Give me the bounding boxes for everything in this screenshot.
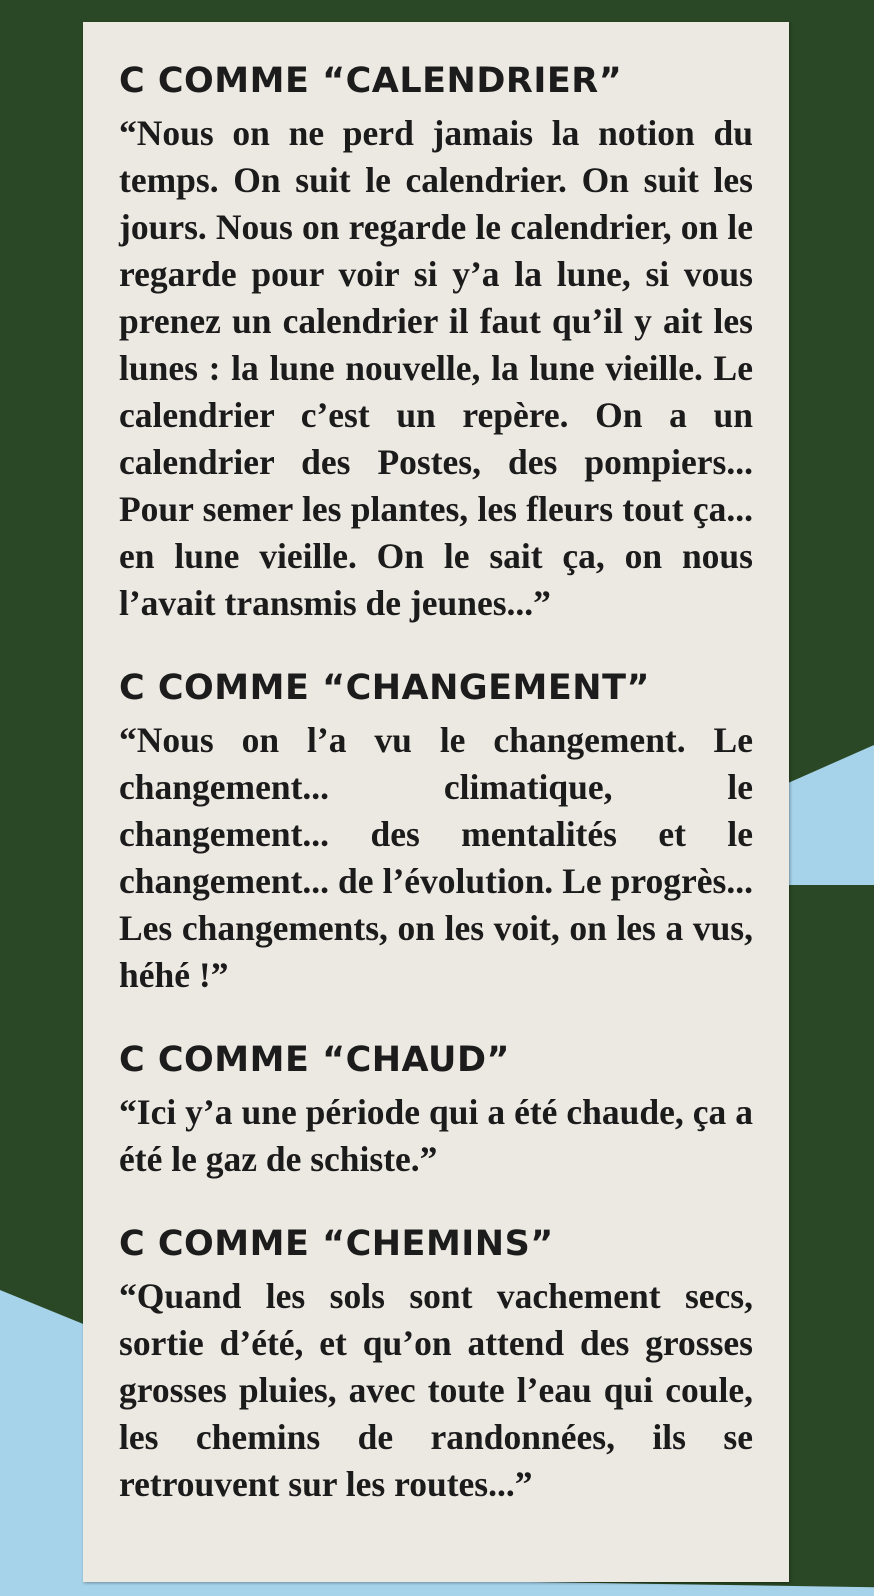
section-quote: “Nous on l’a vu le changement. Le changement... climatique, le changement... des mentalités et le changement... de l’évolution. Le progrès... Les changements, on les voit, on les a vus, héhé !” — [119, 720, 753, 995]
section-chaud — [119, 1037, 753, 1183]
background-blue-shape-left — [0, 1290, 90, 1596]
section-quote: “Nous on ne perd jamais la notion du temps. On suit le calendrier. On suit les jours. Nous on regarde le calendrier, on le regarde pour voir si y’a la lune, si vous prenez un calendrier il faut qu’il y ait les lunes : la lune nouvelle, la lune vieille. Le calendrier c’est un repère. On a un calendrier des Postes, des pompiers... Pour semer les plantes, les fleurs tout ça... en lune vieille. On le sait ça, on nous l’avait transmis de jeunes...” — [119, 113, 753, 623]
section-changement — [119, 665, 753, 999]
section-quote: “Quand les sols sont vachement secs, sortie d’été, et qu’on attend des grosses grosses pluies, avec toute l’eau qui coule, les chemins de randonnées, ils se retrouvent sur les routes...” — [119, 1276, 753, 1504]
section-chemins — [119, 1221, 753, 1508]
glossary-card — [83, 22, 789, 1582]
section-calendrier — [119, 58, 753, 627]
section-title: C COMME “CHEMINS” — [119, 1224, 554, 1264]
section-title: C COMME “CHANGEMENT” — [119, 668, 650, 708]
section-title: C COMME “CALENDRIER” — [119, 61, 623, 101]
section-title: C COMME “CHAUD” — [119, 1040, 511, 1080]
section-quote: “Ici y’a une période qui a été chaude, ça a été le gaz de schiste.” — [119, 1092, 753, 1179]
